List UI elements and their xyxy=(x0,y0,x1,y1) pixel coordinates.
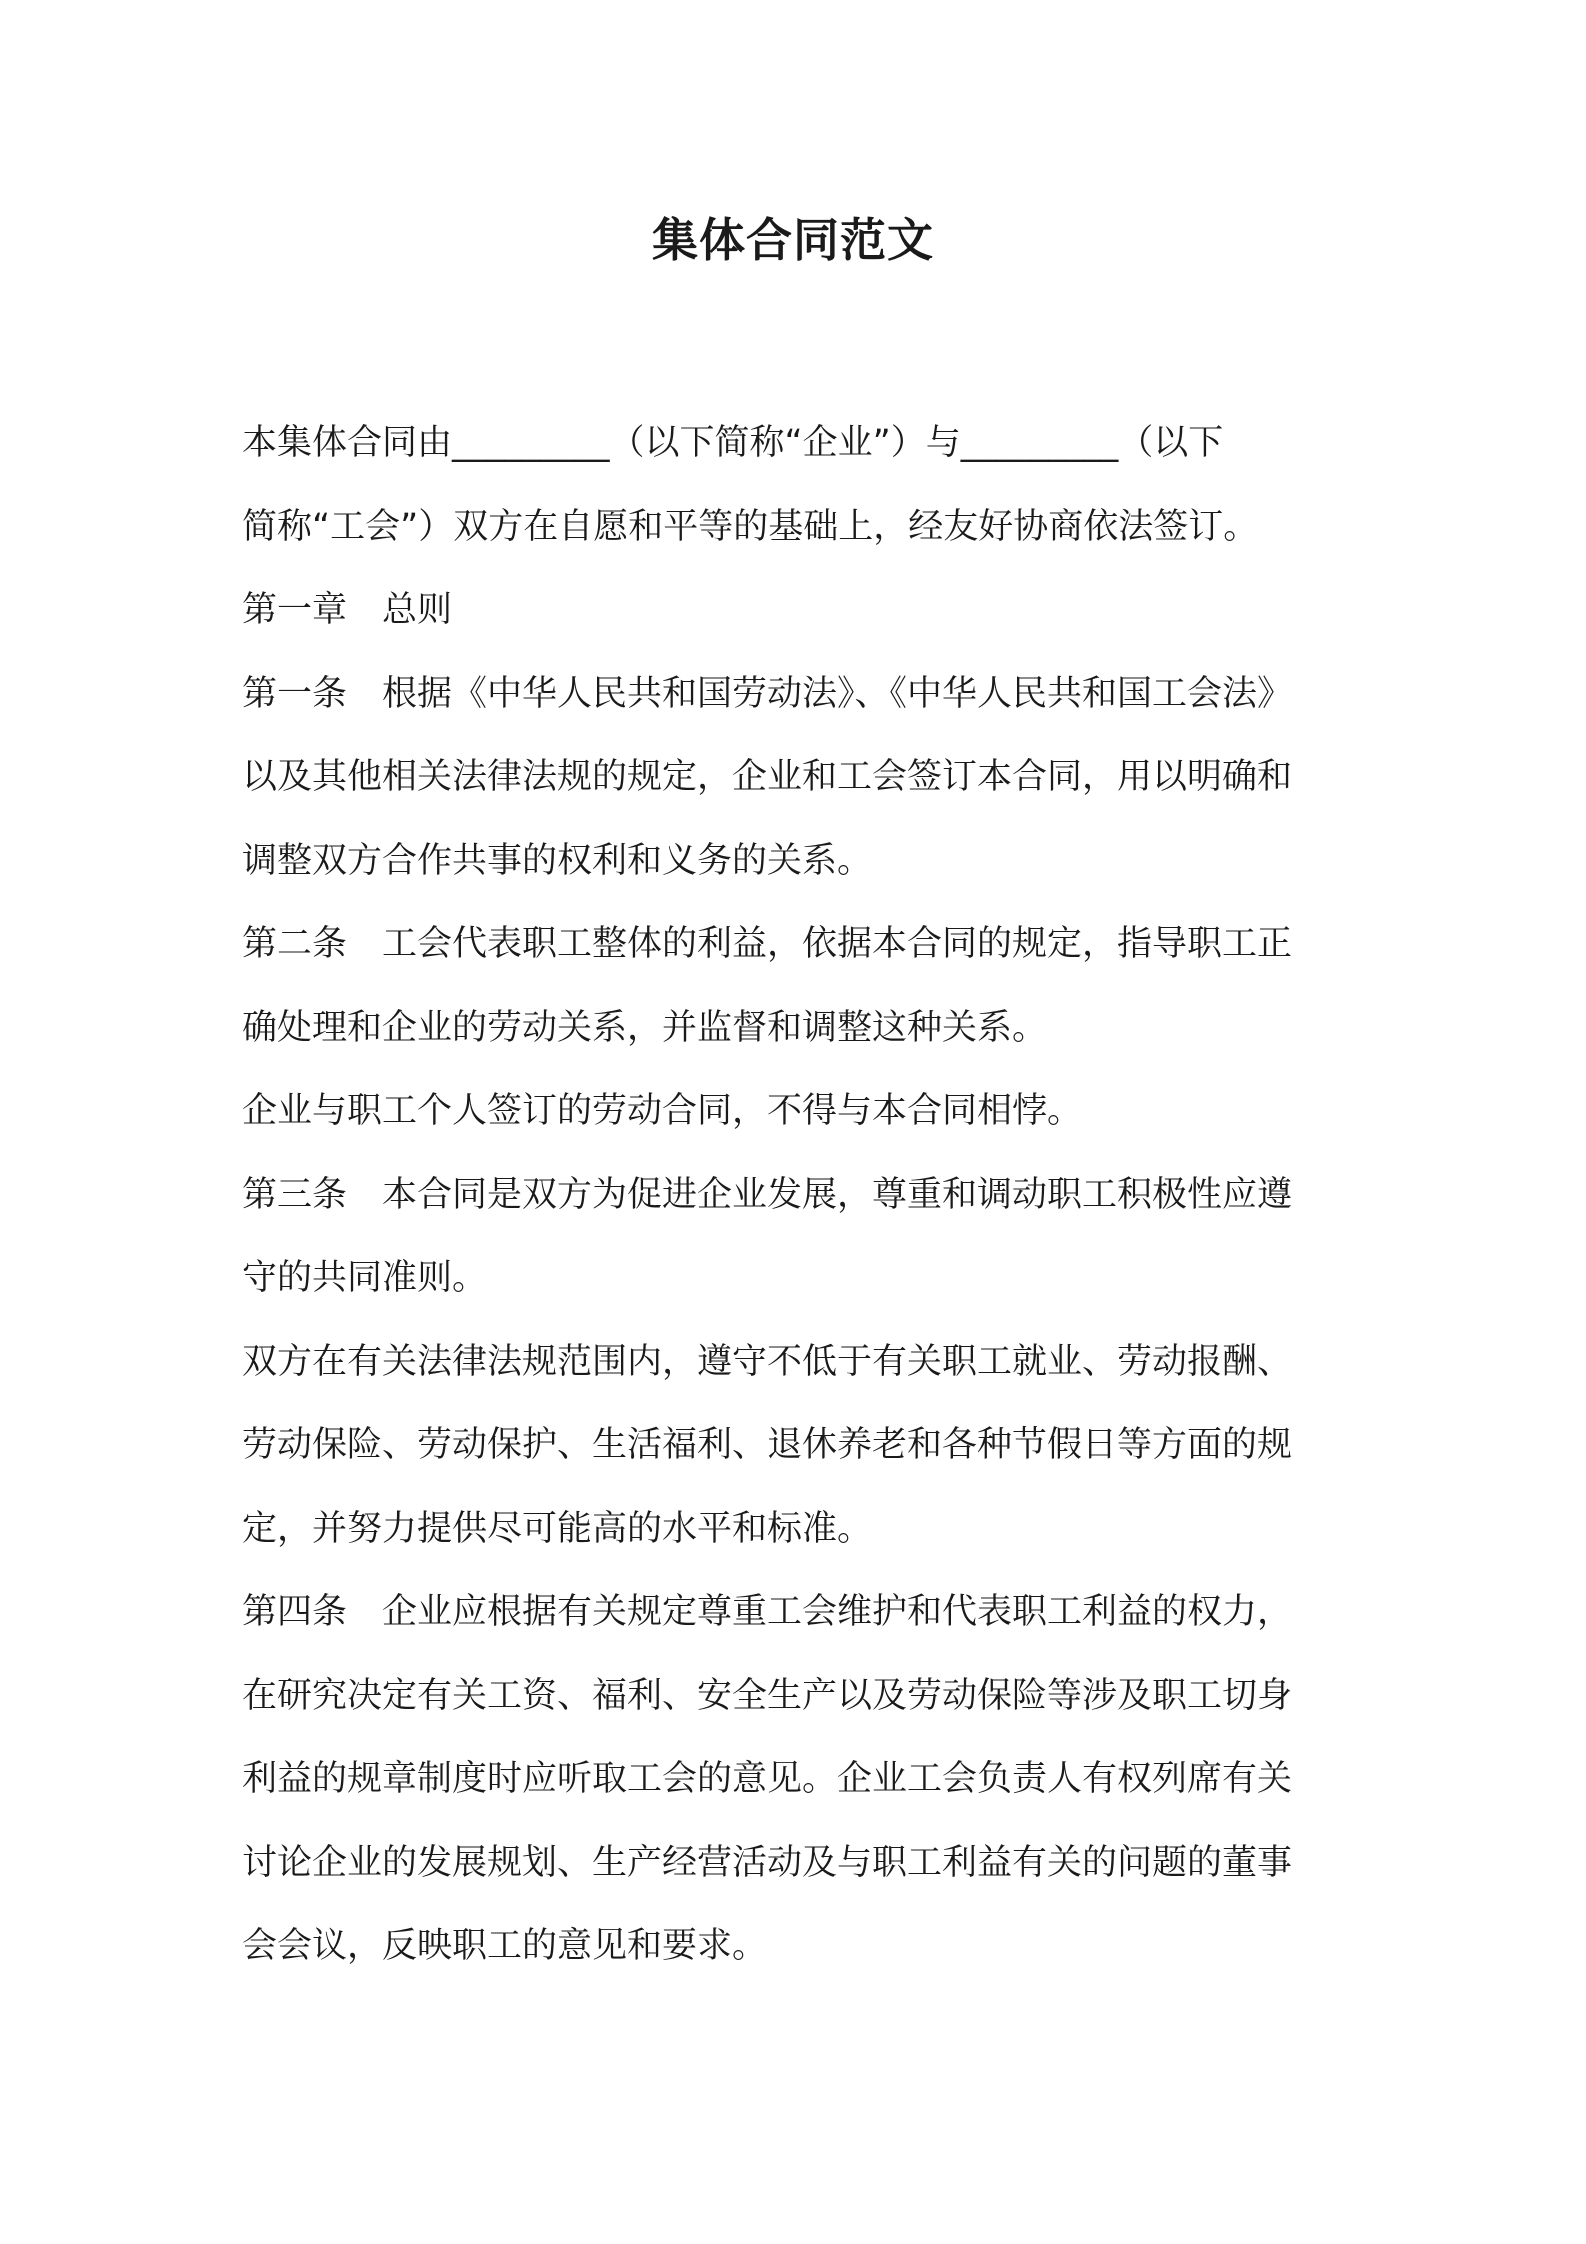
article-1-line: 第一条 根据《中华人民共和国劳动法》、《中华人民共和国工会法》 xyxy=(242,673,1293,714)
article-3-line: 第三条 本合同是双方为促进企业发展，尊重和调动职工积极性应遵 xyxy=(242,1174,1293,1215)
article-3-line: 双方在有关法律法规范围内，遵守不低于有关职工就业、劳动报酬、 xyxy=(242,1341,1293,1382)
article-3-line: 劳动保险、劳动保护、生活福利、退休养老和各种节假日等方面的规 xyxy=(242,1425,1293,1465)
article-1-line: 调整双方合作共事的权利和义务的关系。 xyxy=(242,840,873,881)
article-3-line: 守的共同准则。 xyxy=(242,1258,488,1298)
article-4-line: 在研究决定有关工资、福利、安全生产以及劳动保险等涉及职工切身 xyxy=(242,1675,1293,1716)
document-title: 集体合同范文 xyxy=(652,213,934,267)
article-4-line: 第四条 企业应根据有关规定尊重工会维护和代表职工利益的权力， xyxy=(242,1592,1293,1632)
article-1-line: 以及其他相关法律法规的规定，企业和工会签订本合同，用以明确和 xyxy=(242,757,1293,797)
body-line: 本集体合同由_________（以下简称“企业”）与_________（以下 xyxy=(242,423,1224,463)
article-2-line: 确处理和企业的劳动关系，并监督和调整这种关系。 xyxy=(242,1007,1048,1048)
document-body xyxy=(242,402,1352,1989)
chapter-heading: 第一章 总则 xyxy=(242,590,453,630)
article-2-line: 企业与职工个人签订的劳动合同，不得与本合同相悖。 xyxy=(242,1091,1083,1131)
article-4-line: 会会议，反映职工的意见和要求。 xyxy=(242,1926,768,1966)
article-4-line: 利益的规章制度时应听取工会的意见。企业工会负责人有权列席有关 xyxy=(242,1759,1293,1799)
article-2-line: 第二条 工会代表职工整体的利益，依据本合同的规定，指导职工正 xyxy=(242,924,1293,964)
article-4-line: 讨论企业的发展规划、生产经营活动及与职工利益有关的问题的董事 xyxy=(242,1842,1293,1883)
article-3-line: 定，并努力提供尽可能高的水平和标准。 xyxy=(242,1508,873,1549)
body-line: 简称“工会”）双方在自愿和平等的基础上，经友好协商依法签订。 xyxy=(242,506,1259,547)
